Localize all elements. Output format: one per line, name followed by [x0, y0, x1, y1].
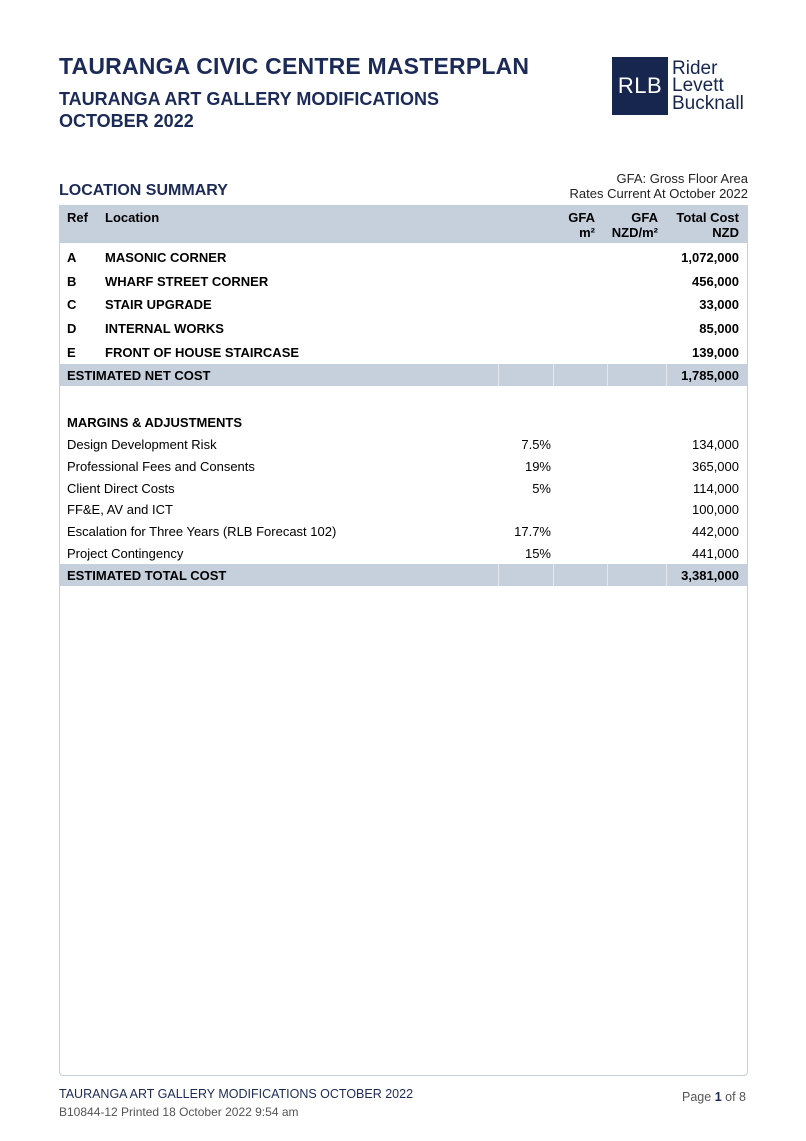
logo-words [668, 57, 744, 115]
logo-abbr: RLB [612, 57, 668, 115]
margin-label: Professional Fees and Consents [67, 459, 255, 474]
row-ref: D [67, 321, 77, 336]
net-cost-row [59, 364, 748, 386]
logo-word-rider: Rider [672, 57, 718, 79]
margin-percent: 19% [524, 459, 551, 474]
margin-percent: 5% [532, 481, 551, 496]
row-total: 139,000 [692, 345, 739, 360]
column-divider [553, 564, 554, 586]
margins-title-text: MARGINS & ADJUSTMENTS [67, 415, 243, 430]
page-prefix: Page [682, 1090, 712, 1104]
header-total: Total Cost [676, 210, 739, 225]
page-of: of 8 [725, 1090, 746, 1104]
column-divider [498, 364, 499, 386]
margin-row [59, 498, 748, 520]
row-ref: A [67, 250, 77, 265]
row-ref: B [67, 274, 77, 289]
column-divider [666, 364, 667, 386]
margins-title [59, 411, 748, 433]
margin-row [59, 477, 748, 499]
margin-row [59, 520, 748, 542]
row-total: 85,000 [699, 321, 739, 336]
row-location: FRONT OF HOUSE STAIRCASE [105, 345, 300, 360]
header-rate-unit: NZD/m² [611, 225, 658, 240]
document-title: TAURANGA CIVIC CENTRE MASTERPLAN [59, 53, 530, 79]
margin-row [59, 455, 748, 477]
total-cost-value: 3,381,000 [681, 568, 739, 583]
table-row [59, 317, 748, 339]
column-divider [607, 564, 608, 586]
page-current: 1 [714, 1090, 722, 1104]
row-ref: E [67, 345, 76, 360]
margin-total: 442,000 [692, 524, 739, 539]
margin-label: Project Contingency [67, 546, 184, 561]
margin-label: Design Development Risk [67, 437, 217, 452]
margin-percent: 17.7% [514, 524, 551, 539]
row-ref: C [67, 297, 77, 312]
total-cost-row [59, 564, 748, 586]
row-location: WHARF STREET CORNER [105, 274, 269, 289]
margin-label: FF&E, AV and ICT [67, 502, 173, 517]
row-location: MASONIC CORNER [105, 250, 227, 265]
column-divider [498, 564, 499, 586]
table-row [59, 246, 748, 268]
logo-word-bucknall: Bucknall [672, 92, 744, 114]
total-cost-label: ESTIMATED TOTAL COST [67, 568, 227, 583]
footer-title: TAURANGA ART GALLERY MODIFICATIONS OCTOBER 2022 [59, 1087, 414, 1101]
margin-total: 365,000 [692, 459, 739, 474]
row-location: STAIR UPGRADE [105, 297, 212, 312]
table-header [59, 205, 748, 243]
document-subtitle: TAURANGA ART GALLERY MODIFICATIONS [59, 89, 439, 109]
header-total-unit: NZD [712, 225, 739, 240]
margin-label: Escalation for Three Years (RLB Forecast 102) [67, 524, 337, 539]
document-date: OCTOBER 2022 [59, 111, 194, 131]
margin-total: 100,000 [692, 502, 739, 517]
margin-label: Client Direct Costs [67, 481, 175, 496]
margin-total: 441,000 [692, 546, 739, 561]
column-divider [666, 564, 667, 586]
margin-percent: 15% [524, 546, 551, 561]
table-row [59, 293, 748, 315]
margin-total: 114,000 [692, 481, 739, 496]
header-ref: Ref [67, 210, 88, 225]
header-gfa: GFA [568, 210, 595, 225]
header-gfa-unit: m² [579, 225, 595, 240]
gfa-note: GFA: Gross Floor Area [616, 171, 748, 186]
margin-total: 134,000 [692, 437, 739, 452]
net-cost-total: 1,785,000 [681, 368, 739, 383]
rates-note: Rates Current At October 2022 [569, 186, 748, 201]
table-row [59, 341, 748, 363]
column-divider [607, 364, 608, 386]
header-rate: GFA [631, 210, 658, 225]
margin-row [59, 542, 748, 564]
footer-printed: B10844-12 Printed 18 October 2022 9:54 am [59, 1105, 299, 1119]
row-total: 1,072,000 [681, 250, 739, 265]
column-divider [553, 364, 554, 386]
margin-percent: 7.5% [521, 437, 551, 452]
row-total: 33,000 [699, 297, 739, 312]
rlb-logo [612, 57, 744, 115]
logo-word-levett: Levett [672, 75, 724, 97]
row-total: 456,000 [692, 274, 739, 289]
margin-row [59, 433, 748, 455]
table-row [59, 270, 748, 292]
section-title: LOCATION SUMMARY [59, 182, 228, 199]
row-location: INTERNAL WORKS [105, 321, 224, 336]
net-cost-label: ESTIMATED NET COST [67, 368, 211, 383]
header-location: Location [105, 210, 160, 225]
page-number [682, 1090, 746, 1104]
